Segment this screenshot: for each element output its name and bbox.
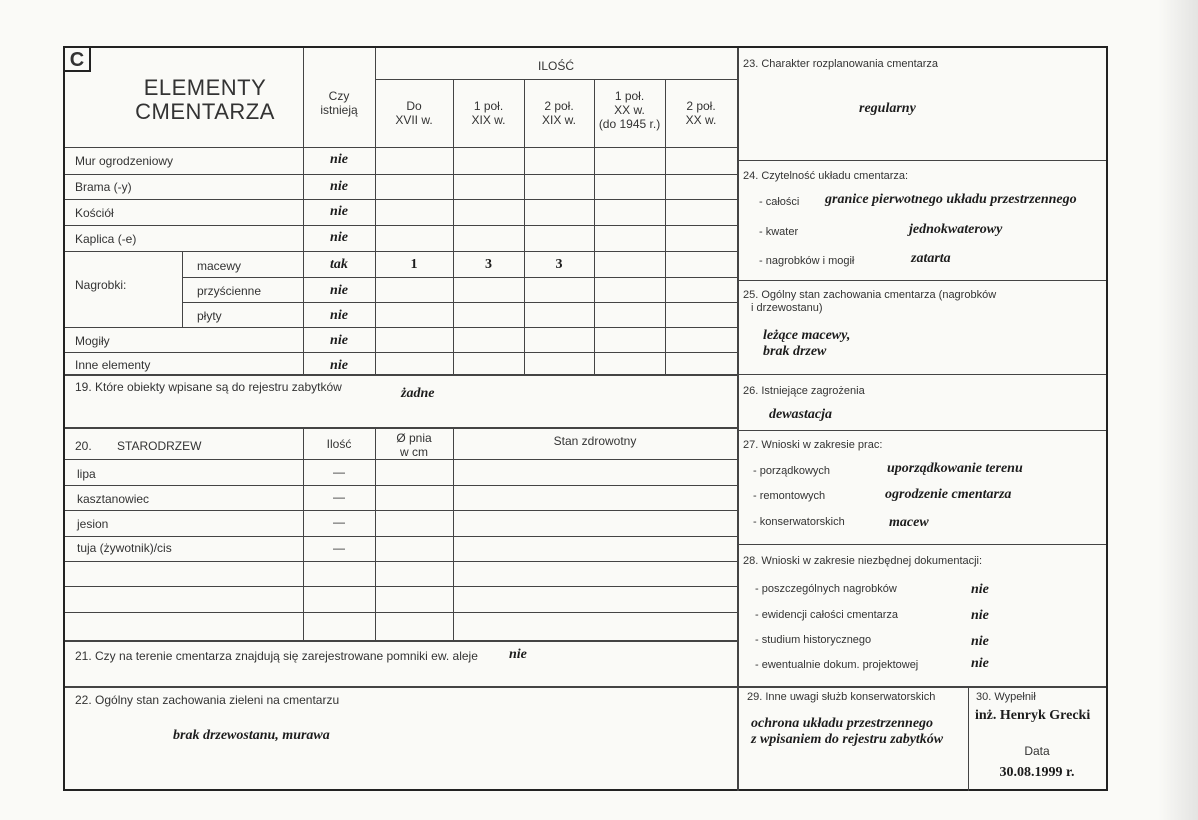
q23-answer: regularny [859,101,916,116]
q27-item-label: - porządkowych [753,465,831,477]
trees-num: 20. [75,439,92,453]
q24-item-label: - kwater [759,226,799,238]
tree-name: kasztanowiec [77,492,150,506]
q28-item-label: - poszczególnych nagrobków [755,583,897,595]
q21-label: 21. Czy na terenie cmentarza znajdują się zarejestrowane pomniki ew. aleje [75,649,478,663]
q28-item-label: - ewidencji całości cmentarza [755,609,899,621]
element-exists: nie [330,230,348,245]
element-exists: nie [330,204,348,219]
q24-label: 24. Czytelność układu cmentarza: [743,170,909,182]
element-label: Kościół [75,206,114,220]
q27-item-answer: macew [889,515,929,530]
period-header: 2 poł. XIX w. [541,99,576,127]
q27-item-answer: uporządkowanie terenu [887,461,1023,476]
q19-answer: żadne [401,386,435,401]
element-label: Inne elementy [75,358,151,372]
element-label: Mur ogrodzeniowy [75,154,174,168]
element-exists: nie [330,358,348,373]
trees-title: STARODRZEW [117,439,202,453]
q28-item-label: - studium historycznego [755,634,872,646]
element-label: Brama (-y) [75,180,132,194]
date-value: 30.08.1999 r. [999,765,1075,780]
q29-answer: ochrona układu przestrzennego z wpisaniem do rejestru zabytków [751,716,944,748]
tree-count: — [333,515,345,529]
q27-item-answer: ogrodzenie cmentarza [885,487,1012,502]
q23-label: 23. Charakter rozplanowania cmentarza [743,58,939,70]
element-label: przyścienne [197,284,262,298]
filled-by-name: inż. Henryk Grecki [975,708,1091,723]
form-title: ELEMENTY CMENTARZA [135,75,275,125]
divider-exists-quantity [375,48,376,374]
q26-answer: dewastacja [769,407,832,422]
q22-answer: brak drzewostanu, murawa [173,728,330,743]
tree-count: — [333,541,345,555]
tree-name: lipa [77,467,96,481]
tree-name: tuja (żywotnik)/cis [77,541,172,555]
period-header: 1 poł. XIX w. [471,99,506,127]
element-exists: nie [330,308,348,323]
quantity-value: 3 [485,257,492,272]
q24-item-answer: granice pierwotnego układu przestrzennego [825,192,1077,207]
trees-diam-header: Ø pnia w cm [396,431,432,459]
cemetery-form [63,46,1108,791]
q24-item-answer: zatarta [911,251,951,266]
q25-label: 25. Ogólny stan zachowania cmentarza (nagrobków i drzewostanu) [743,289,997,314]
element-label: płyty [197,309,222,323]
element-label: Mogiły [75,334,110,348]
trees-count-header: Ilość [326,437,352,451]
date-label: Data [1024,744,1050,758]
q28-item-label: - ewentualnie dokum. projektowej [755,659,919,671]
q28-item-answer: nie [971,634,989,649]
element-exists: tak [330,257,348,272]
q27-item-label: - remontowych [753,490,826,502]
q26-label: 26. Istniejące zagrożenia [743,385,865,397]
q29-label: 29. Inne uwagi służb konserwatorskich [747,691,936,703]
quantity-value: 1 [410,257,418,272]
q24-item-label: - nagrobków i mogił [759,255,855,267]
tree-count: — [333,465,345,479]
q30-label: 30. Wypełnił [976,691,1036,703]
q21-answer: nie [509,647,527,662]
trees-health-header: Stan zdrowotny [553,434,637,448]
period-header: 1 poł. XX w. (do 1945 r.) [598,89,661,131]
q28-item-answer: nie [971,656,989,671]
q28-label: 28. Wnioski w zakresie niezbędnej dokumentacji: [743,555,983,567]
divider-nagrobki-sub [182,251,183,327]
tree-name: jesion [77,517,109,531]
nagrobki-label: Nagrobki: [75,278,127,292]
element-exists: nie [330,283,348,298]
element-exists: nie [330,152,348,167]
period-header: Do XVII w. [395,99,433,127]
q24-item-label: - całości [759,196,800,208]
q24-item-answer: jednokwaterowy [909,222,1003,237]
element-exists: nie [330,179,348,194]
page-edge-shadow [1158,0,1198,820]
q25-answer: leżące macewy, brak drzew [763,328,851,360]
q22-label: 22. Ogólny stan zachowania zieleni na cmentarzu [75,693,340,707]
element-label: Kaplica (-e) [75,232,137,246]
tree-count: — [333,490,345,504]
q27-label: 27. Wnioski w zakresie prac: [743,439,883,451]
element-label: macewy [197,259,242,273]
period-header: 2 poł. XX w. [685,99,717,127]
element-exists: nie [330,333,348,348]
quantity-value: 3 [555,257,563,272]
q19-label: 19. Które obiekty wpisane są do rejestru zabytków [75,380,342,394]
exists-header: Czy istnieją [320,89,358,117]
q28-item-answer: nie [971,582,989,597]
q27-item-label: - konserwatorskich [753,516,845,528]
q28-item-answer: nie [971,608,989,623]
section-letter: C [65,48,91,72]
quantity-header: ILOŚĆ [537,59,574,73]
